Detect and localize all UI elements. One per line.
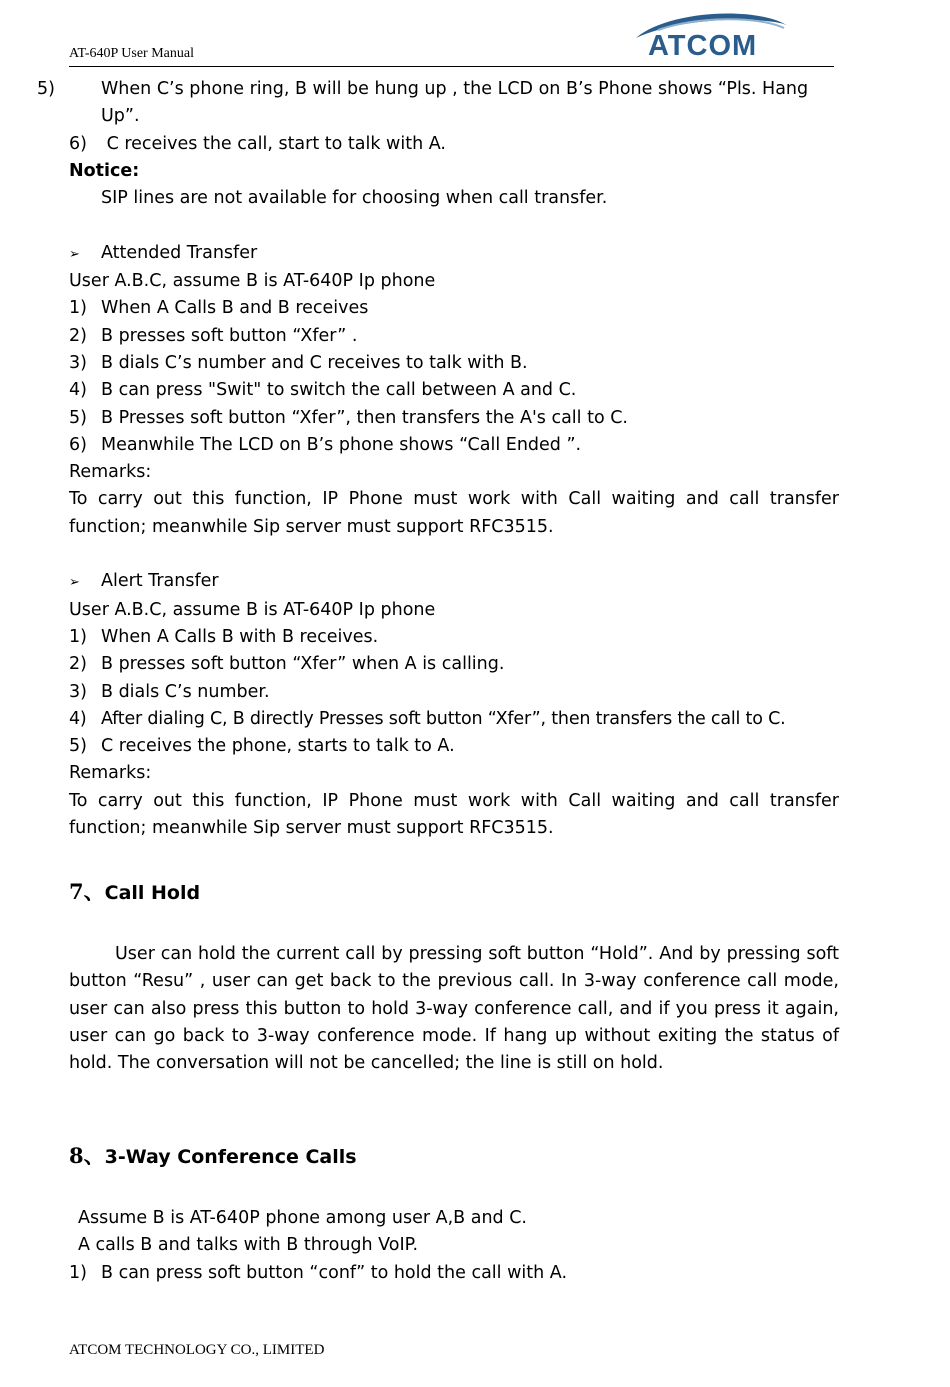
step-text: When A Calls B and B receives: [101, 298, 369, 319]
attended-transfer-intro: User A.B.C, assume B is AT-640P Ip phone: [69, 271, 436, 292]
notice-text: SIP lines are not available for choosing when call transfer.: [101, 188, 608, 209]
step-text: When C’s phone ring, B will be hung up , the LCD on B’s Phone shows “Pls. Hang Up”.: [101, 79, 809, 127]
step-item: [69, 350, 839, 377]
alert-transfer-intro: User A.B.C, assume B is AT-640P Ip phone: [69, 599, 436, 620]
spacer: [69, 212, 839, 239]
step-number: 5): [69, 736, 87, 757]
alert-transfer-heading: [69, 568, 839, 596]
step-item: [69, 405, 839, 432]
section-heading-conference: [69, 1140, 357, 1170]
remarks-text: To carry out this function, IP Phone must work with Call waiting and call transfer function; meanwhile Sip server must support RFC3515.: [69, 489, 839, 537]
step-number: 2): [69, 325, 87, 346]
step-item: [69, 733, 839, 760]
step-number: 5): [69, 407, 87, 428]
step-text: Meanwhile The LCD on B’s phone shows “Call Ended ”.: [101, 434, 582, 455]
step-item: [69, 651, 839, 678]
step-text: B dials C’s number and C receives to talk with B.: [101, 352, 528, 373]
step-text: B can press soft button “conf” to hold the call with A.: [101, 1262, 568, 1283]
step-text: B Presses soft button “Xfer”, then transfers the A's call to C.: [101, 407, 628, 428]
step-text: B presses soft button “Xfer” .: [101, 325, 358, 346]
step-text: B dials C’s number.: [101, 681, 270, 702]
step-item: [69, 624, 839, 651]
step-number: 2): [69, 654, 87, 675]
step-number: 1): [69, 1262, 87, 1283]
header-title: AT-640P User Manual: [69, 46, 194, 61]
step-item: [69, 432, 839, 459]
step-item: [69, 377, 839, 404]
arrow-bullet-icon: ➢: [69, 246, 80, 262]
step-item: [69, 1260, 839, 1287]
step-item: [69, 131, 839, 158]
conference-body: [69, 1205, 839, 1287]
notice-label: Notice:: [69, 160, 140, 181]
step-item: [69, 706, 839, 733]
step-text: B presses soft button “Xfer” when A is calling.: [101, 654, 505, 675]
remarks-label: Remarks:: [69, 763, 152, 784]
step-item: [69, 295, 839, 322]
atcom-logo: [628, 8, 798, 66]
step-item: [69, 323, 839, 350]
step-number: 4): [69, 380, 87, 401]
alert-transfer-title: Alert Transfer: [101, 571, 219, 592]
footer-company: ATCOM TECHNOLOGY CO., LIMITED: [69, 1342, 325, 1358]
step-number: 4): [69, 708, 87, 729]
remarks-text: To carry out this function, IP Phone must work with Call waiting and call transfer function; meanwhile Sip server must support RFC3515.: [69, 790, 839, 839]
header-divider: [69, 66, 834, 67]
step-number: 1): [69, 298, 87, 319]
step-text: When A Calls B with B receives.: [101, 626, 379, 647]
step-item: [37, 76, 839, 131]
logo-text: ATCOM: [648, 30, 758, 62]
conference-line: A calls B and talks with B through VoIP.: [78, 1235, 419, 1256]
step-item: [69, 679, 839, 706]
conference-line: Assume B is AT-640P phone among user A,B and C.: [78, 1208, 527, 1228]
spacer: [69, 541, 839, 568]
remarks-label: Remarks:: [69, 462, 152, 483]
call-hold-paragraph: User can hold the current call by pressing soft button “Hold”. And by pressing soft button “Resu” , user can get back to the previous call. In 3-way conference call mode, user can also press this button to hold 3-way conference call, and if you press it again, user can go back to 3-way conference mode. If hang up without exiting the status of hold. The conversation will not be cancelled; the line is still on hold.: [69, 944, 839, 1074]
step-number: 3): [69, 681, 87, 702]
step-text: C receives the call, start to talk with A.: [101, 133, 446, 154]
section-index: 8、: [69, 1143, 105, 1168]
attended-transfer-title: Attended Transfer: [101, 242, 258, 263]
step-number: 3): [69, 352, 87, 373]
step-text: B can press "Swit" to switch the call between A and C.: [101, 380, 577, 401]
step-number: 6): [69, 434, 87, 455]
step-number: 5): [37, 79, 55, 99]
step-text: C receives the phone, starts to talk to A.: [101, 736, 455, 757]
section-title: Call Hold: [104, 882, 201, 904]
section-title: 3-Way Conference Calls: [104, 1146, 357, 1168]
section-heading-call-hold: [69, 876, 200, 906]
section-index: 7、: [69, 879, 105, 904]
body-text: [37, 76, 839, 842]
step-number: 1): [69, 626, 87, 647]
step-number: 6): [69, 133, 87, 154]
arrow-bullet-icon: ➢: [69, 575, 80, 591]
attended-transfer-heading: [69, 240, 839, 268]
step-text: After dialing C, B directly Presses soft button “Xfer”, then transfers the call to C.: [101, 708, 786, 729]
